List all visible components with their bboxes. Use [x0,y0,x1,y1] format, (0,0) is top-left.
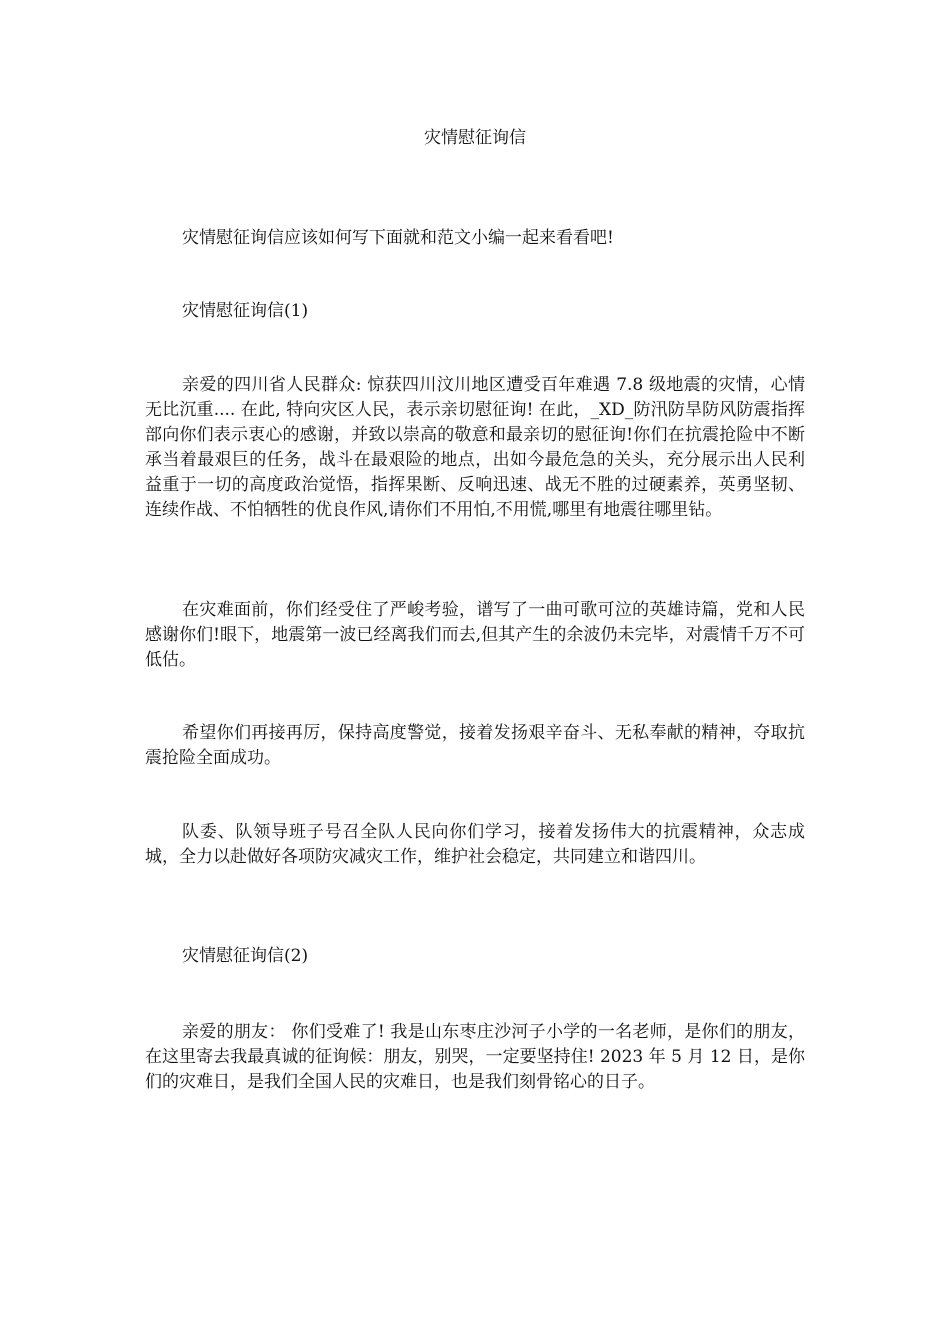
letter-1-paragraph-1: 亲爱的四川省人民群众: 惊获四川汶川地区遭受百年难遇 7.8 级地震的灾情，心情无比沉重.... 在此, 特向灾区人民，表示亲切慰征询! 在此，_XD_防汛防旱防风防震指挥部向你们表示衷心的感谢，并致以崇高的敬意和最亲切的慰征询!你们在抗震抢险中不断承当着最艰巨的任务，战斗在最艰险的地点，出如今最危急的关头，充分展示出人民利益重于一切的高度政治觉悟，指挥果断、反响迅速、战无不胜的过硬素养，英勇坚韧、连续作战、不怕牺牲的优良作风,请你们不用怕,不用慌,哪里有地震往哪里钻。 [145,375,805,520]
letter-1-paragraph-4: 队委、队领导班子号召全队人民向你们学习，接着发扬伟大的抗震精神，众志成城，全力以赴做好各项防灾减灾工作，维护社会稳定，共同建立和谐四川。 [145,822,805,867]
document-title: 灾情慰征询信 [424,128,526,148]
letter-1-paragraph-3: 希望你们再接再厉，保持高度警觉，接着发扬艰辛奋斗、无私奉献的精神，夺取抗震抢险全面成功。 [145,723,805,768]
letter-1-paragraph-2: 在灾难面前，你们经受住了严峻考验，谱写了一曲可歌可泣的英雄诗篇，党和人民感谢你们!眼下，地震第一波已经离我们而去,但其产生的余波仍未完毕，对震情千万不可低估。 [145,600,805,670]
section-heading-1: 灾情慰征询信(1) [182,301,309,321]
intro-paragraph: 灾情慰征询信应该如何写下面就和范文小编一起来看看吧! [182,228,614,248]
letter-2-paragraph-1: 亲爱的朋友： 你们受难了! 我是山东枣庄沙河子小学的一名老师，是你们的朋友，在这里寄去我最真诚的征询候：朋友，别哭，一定要坚持住! 2023 年 5 月 12 日，是你们的灾难日，是我们全国人民的灾难日，也是我们刻骨铭心的日子。 [145,1022,805,1092]
section-heading-2: 灾情慰征询信(2) [182,946,309,966]
